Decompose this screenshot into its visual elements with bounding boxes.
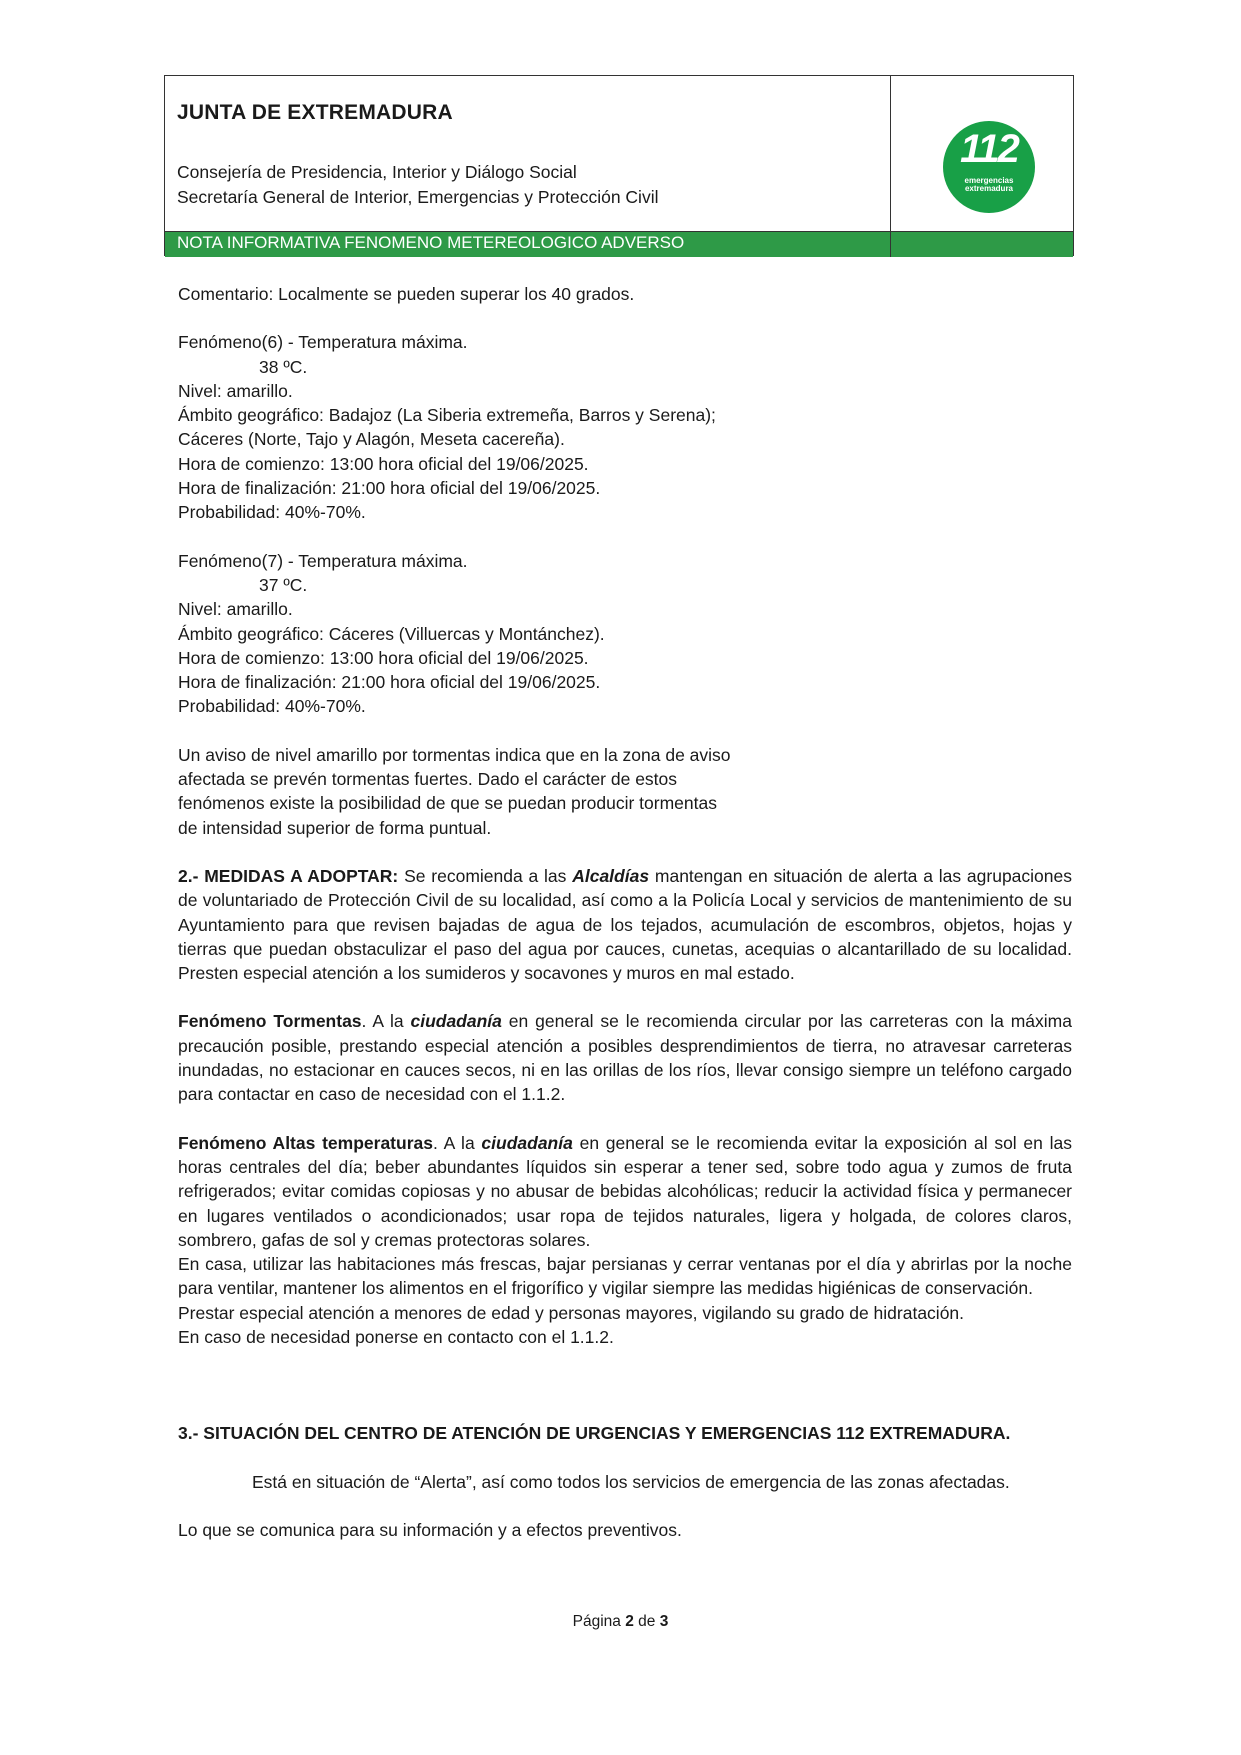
section-3-title: 3.- SITUACIÓN DEL CENTRO DE ATENCIÓN DE URGENCIAS Y EMERGENCIAS 112 EXTREMADURA.: [178, 1423, 1011, 1444]
prestar-atencion-line: Prestar especial atención a menores de edad y personas mayores, vigilando su grado de hidratación.: [178, 1302, 965, 1323]
logo-subtitle-line-2: extremadura: [964, 184, 1014, 193]
medidas-heading: 2.- MEDIDAS A ADOPTAR:: [178, 865, 399, 886]
comunica-line: Lo que se comunica para su información y a efectos preventivos.: [178, 1519, 682, 1540]
aviso-paragraph: Un aviso de nivel amarillo por tormentas indica que en la zona de aviso afectada se prevén tormentas fuertes. Dado el carácter de estos fenómenos existe la posibilidad de que se puedan producir tormentas de intensidad superior de forma puntual.: [178, 744, 731, 838]
tormentas-heading: Fenómeno Tormentas: [178, 1011, 362, 1032]
medidas-paragraph: [178, 864, 1072, 985]
medidas-text-1: Se recomienda a las: [398, 865, 573, 886]
tormentas-paragraph: [178, 1009, 1072, 1106]
fenomeno-temp: 38 ºC.: [259, 356, 308, 377]
tormentas-text-1: . A la: [361, 1011, 411, 1032]
fenomeno-probabilidad: Probabilidad: 40%-70%.: [178, 696, 366, 717]
altas-text-2: en general se le recomienda evitar la exposición al sol en las horas centrales del día; beber abundantes líquidos sin esperar a tener sed, sobre todo agua y zumos de fruta refrigerados; evitar comidas copiosas y no abusar de bebidas alcohólicas; reducir la actividad física y permanecer en lugares ventilados o acondicionados; usar ropa de tejidos naturales, ligera y holgada, de colores claros, sombrero, gafas de sol y cremas protectoras solares.: [178, 1132, 1072, 1250]
org-title: JUNTA DE EXTREMADURA: [177, 101, 453, 124]
comentario: Comentario: Localmente se pueden superar los 40 grados.: [178, 284, 635, 304]
logo-subtitle: [943, 177, 1035, 193]
fenomeno-nivel: Nivel: amarillo.: [178, 380, 293, 401]
altas-emphasis: ciudadanía: [481, 1132, 573, 1153]
medidas-text-2: mantengan en situación de alerta a las agrupaciones de voluntariado de Protección Civil de su localidad, así como a la Policía Local y servicios de mantenimiento de su Ayuntamiento para que revisen bajadas de agua de los tejados, acumulación de escombros, objetos, hojas y tierras que puedan obstaculizar el paso del agua por cauces, cunetas, acequias o alcantarillado de su localidad. Presten especial atención a los sumideros y socavones y muros en mal estado.: [178, 865, 1072, 984]
fenomeno-inicio: Hora de comienzo: 13:00 hora oficial del 19/06/2025.: [178, 453, 589, 474]
note-type-band: [165, 231, 1073, 257]
tormentas-emphasis: ciudadanía: [410, 1011, 502, 1032]
fenomeno-temp: 37 ºC.: [259, 574, 308, 595]
emergencias-112-logo: [943, 121, 1035, 213]
fenomeno-probabilidad: Probabilidad: 40%-70%.: [178, 502, 366, 523]
department-block: [177, 160, 658, 210]
document-body: [178, 282, 1072, 1542]
logo-subtitle-line-1: emergencias: [964, 176, 1014, 185]
fenomeno-fin: Hora de finalización: 21:00 hora oficial del 19/06/2025.: [178, 672, 601, 693]
fenomeno-title: Fenómeno(6) - Temperatura máxima.: [178, 332, 468, 353]
altas-heading: Fenómeno Altas temperaturas: [178, 1132, 433, 1153]
band-divider: [890, 232, 891, 257]
header-divider: [890, 76, 891, 255]
fenomeno-ambito-cont: Cáceres (Norte, Tajo y Alagón, Meseta cacereña).: [178, 429, 565, 450]
fenomeno-ambito: Ámbito geográfico: Badajoz (La Siberia extremeña, Barros y Serena);: [178, 405, 716, 426]
fenomeno-6: [178, 330, 1072, 524]
fenomeno-ambito: Ámbito geográfico: Cáceres (Villuercas y Montánchez).: [178, 623, 605, 644]
fenomeno-nivel: Nivel: amarillo.: [178, 599, 293, 620]
logo-number: 112: [960, 127, 1018, 171]
fenomeno-7: [178, 549, 1072, 719]
contacto-line: En caso de necesidad ponerse en contacto con el 1.1.2.: [178, 1326, 614, 1347]
medidas-emphasis: Alcaldías: [572, 865, 650, 886]
en-casa-paragraph: En casa, utilizar las habitaciones más frescas, bajar persianas y cerrar ventanas por el día y abrirlas por la noche para ventilar, mantener los alimentos en el frigorífico y vigilar siempre las medidas higiénicas de conservación.: [178, 1254, 1072, 1299]
tormentas-text-2: en general se le recomienda circular por las carreteras con la máxima precaución posible, prestando especial atención a posibles desprendimientos de tierra, no atravesar carreteras inundadas, no estacionar en cauces secos, ni en las orillas de los ríos, llevar consigo siempre un teléfono cargado para contactar en caso de necesidad con el 1.1.2.: [178, 1011, 1072, 1105]
header-box: [164, 75, 1074, 256]
department-line-2: Secretaría General de Interior, Emergencias y Protección Civil: [177, 187, 659, 207]
altas-text-1: . A la: [432, 1132, 482, 1153]
fenomeno-inicio: Hora de comienzo: 13:00 hora oficial del 19/06/2025.: [178, 647, 589, 668]
footer-separator: de: [633, 1613, 660, 1630]
fenomeno-fin: Hora de finalización: 21:00 hora oficial del 19/06/2025.: [178, 478, 601, 499]
total-pages-number: 3: [659, 1613, 669, 1630]
department-line-1: Consejería de Presidencia, Interior y Diálogo Social: [177, 162, 577, 182]
note-type-title: NOTA INFORMATIVA FENOMENO METEREOLOGICO ADVERSO: [177, 233, 685, 252]
current-page-number: 2: [625, 1613, 634, 1630]
footer-label: Página: [572, 1613, 626, 1630]
fenomeno-title: Fenómeno(7) - Temperatura máxima.: [178, 550, 468, 571]
page-footer: [0, 1613, 1241, 1631]
alerta-paragraph: Está en situación de “Alerta”, así como todos los servicios de emergencia de las zonas afectadas.: [252, 1471, 1010, 1492]
altas-temperaturas-paragraph: [178, 1131, 1072, 1252]
